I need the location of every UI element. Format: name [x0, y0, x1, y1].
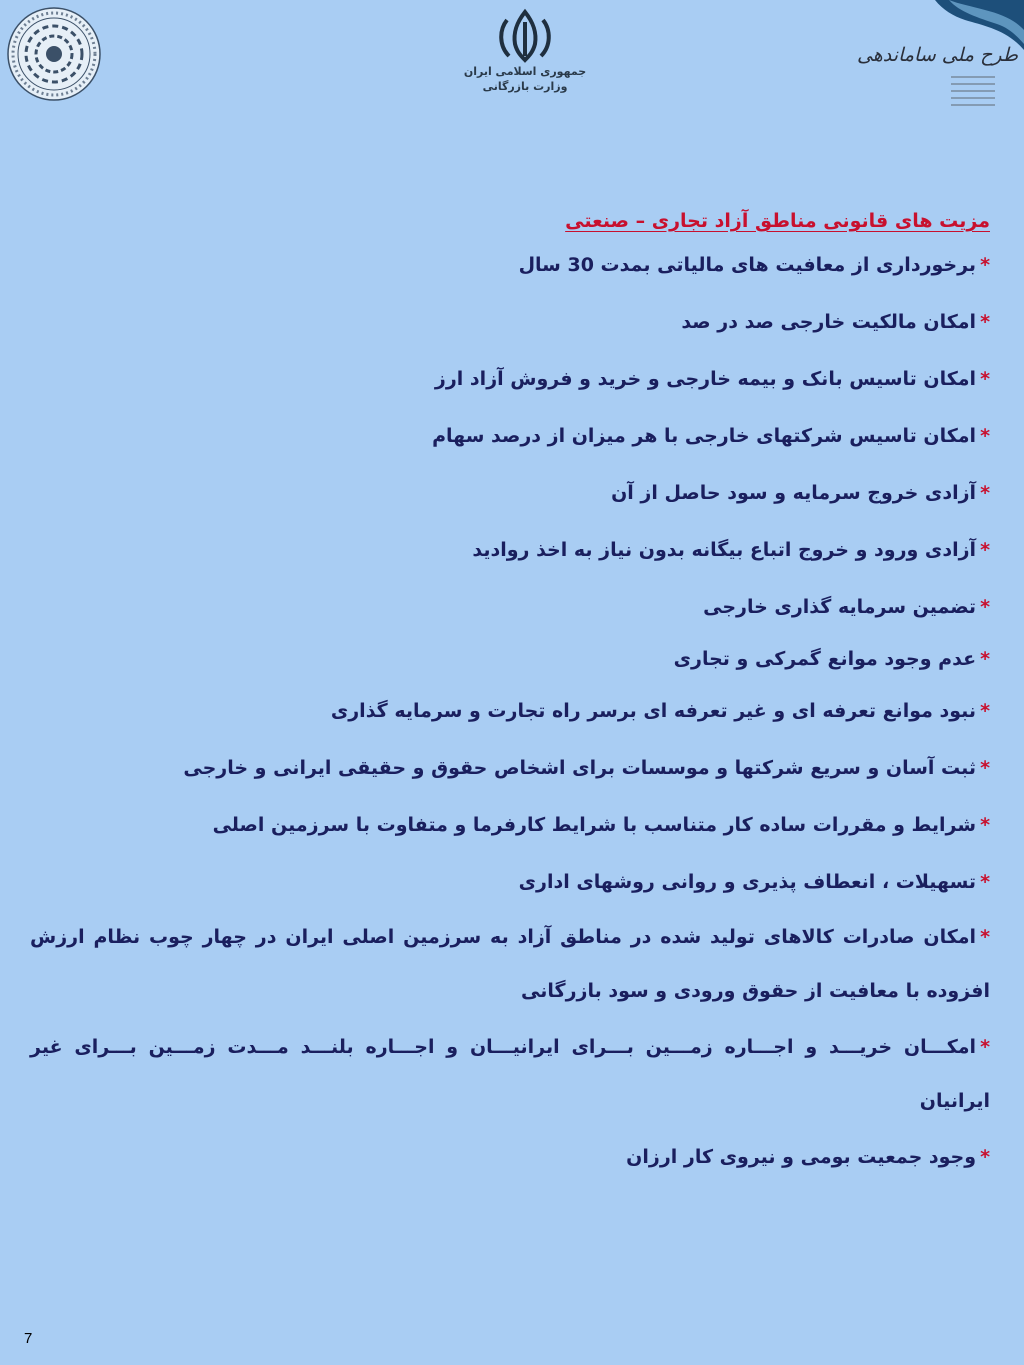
bullet-star: * — [980, 254, 990, 276]
list-item — [30, 480, 990, 506]
list-item — [30, 537, 990, 563]
list-item-text: آزادی خروج سرمایه و سود حاصل از آن — [611, 482, 977, 504]
list-item — [30, 309, 990, 335]
list-item-text: آزادی ورود و خروج اتباع بیگانه بدون نیاز به اخذ روادید — [472, 539, 977, 561]
list-item — [30, 366, 990, 392]
list-item-text: تضمین سرمایه گذاری خارجی — [703, 596, 977, 618]
title-row — [30, 200, 990, 242]
logo-text-lines — [951, 76, 995, 111]
list-item-text: وجود جمعیت بومی و نیروی کار ارزان — [626, 1146, 977, 1168]
list-item — [30, 594, 990, 620]
bullet-star: * — [980, 1036, 990, 1058]
list-item — [30, 252, 990, 278]
list-item — [30, 698, 990, 724]
list-item-text: امکان مالکیت خارجی صد در صد — [681, 311, 977, 333]
list-item-text: ثبت آسان و سریع شرکتها و موسسات برای اشخاص حقوق و حقیقی ایرانی و خارجی — [183, 757, 977, 779]
ministry-logo — [455, 8, 595, 108]
list-item — [30, 646, 990, 672]
bullet-star: * — [980, 368, 990, 390]
list-item — [30, 1144, 990, 1170]
list-item-text: امکـــان خریـــد و اجـــاره زمـــین بـــرای ایرانیـــان و اجـــاره بلنـــد مـــدت زمـــین بـــرای غیر ایرانیان — [30, 1036, 990, 1112]
list-item — [30, 812, 990, 838]
main-content — [30, 200, 990, 1170]
list-item — [30, 423, 990, 449]
list-item-text: عدم وجود موانع گمرکی و تجاری — [673, 648, 977, 670]
list-item — [30, 910, 990, 1018]
logo-caption-line2: وزارت بازرگانی — [482, 80, 568, 93]
list-item-text: امکان تاسیس شرکتهای خارجی با هر میزان از درصد سهام — [432, 425, 977, 447]
wave-icon — [935, 0, 1024, 50]
logo-script-text: طرح ملی ساماندهی — [856, 44, 1018, 66]
bullet-star: * — [980, 871, 990, 893]
list-item — [30, 755, 990, 781]
page-number: 7 — [24, 1330, 33, 1347]
bullet-star: * — [980, 596, 990, 618]
page-title: مزیت های قانونی مناطق آزاد تجاری – صنعتی — [565, 210, 990, 232]
bullet-star: * — [980, 814, 990, 836]
list-item — [30, 1020, 990, 1128]
logo-caption-line1: جمهوری اسلامی ایران — [463, 65, 587, 78]
list-item-text: نبود موانع تعرفه ای و غیر تعرفه ای برسر راه تجارت و سرمایه گذاری — [330, 700, 977, 722]
bullet-star: * — [980, 482, 990, 504]
list-item-text: برخورداری از معافیت های مالیاتی بمدت 30 سال — [518, 254, 977, 276]
bullet-star: * — [980, 539, 990, 561]
bullet-star: * — [980, 700, 990, 722]
bullet-star: * — [980, 648, 990, 670]
bullet-star: * — [980, 311, 990, 333]
bullet-star: * — [980, 1146, 990, 1168]
bullet-star: * — [980, 926, 990, 948]
list-item-text: امکان صادرات کالاهای تولید شده در مناطق آزاد به سرزمین اصلی ایران در چهار چوب نظام ارزش افزوده با معافیت از حقوق ورودی و سود بازرگانی — [30, 926, 990, 1002]
national-plan-logo — [856, 0, 1024, 125]
bullet-star: * — [980, 757, 990, 779]
list-item — [30, 869, 990, 895]
list-item-text: تسهیلات ، انعطاف پذیری و روانی روشهای اداری — [518, 871, 977, 893]
list-item-text: شرایط و مقررات ساده کار متناسب با شرایط کارفرما و متفاوت با سرزمین اصلی — [212, 814, 977, 836]
bullet-star: * — [980, 425, 990, 447]
list-item-text: امکان تاسیس بانک و بیمه خارجی و خرید و فروش آزاد ارز — [434, 368, 977, 390]
iran-emblem-icon — [493, 8, 557, 64]
org-emblem-logo — [6, 6, 102, 102]
